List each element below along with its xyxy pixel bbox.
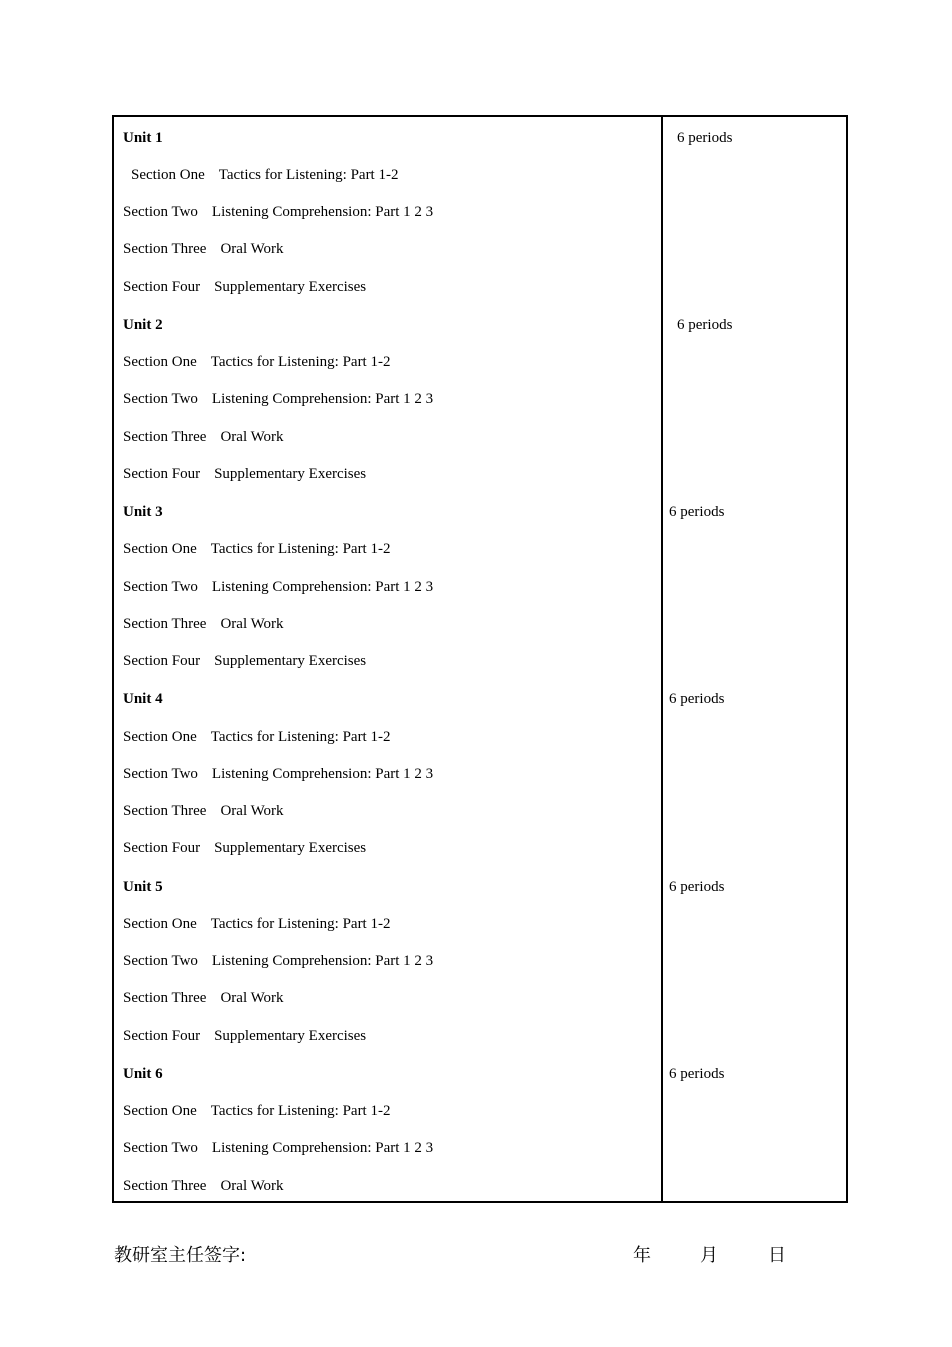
- unit-4-section-1: [123, 725, 390, 749]
- unit-3-section-3: [123, 612, 284, 636]
- unit-6-title: Unit 6: [123, 1066, 163, 1082]
- unit-5-section-2: [123, 949, 433, 973]
- unit-6-section-3: [123, 1174, 284, 1198]
- section-topic: Supplementary Exercises: [214, 466, 367, 482]
- section-name: Section Two: [123, 391, 198, 407]
- section-name: Section Four: [123, 279, 201, 295]
- column-divider: [661, 117, 663, 1201]
- unit-3-section-2: [123, 575, 433, 599]
- section-topic: Listening Comprehension: Part 1 2 3: [211, 953, 434, 969]
- section-name: Section Two: [123, 1140, 198, 1156]
- section-name: Section Four: [123, 653, 201, 669]
- day-label: 日: [768, 1245, 786, 1266]
- unit-6-section-1: [123, 1099, 390, 1123]
- unit-4-section-3: [123, 799, 284, 823]
- unit-2-section-1: [123, 350, 390, 374]
- unit-5-section-1: [123, 912, 390, 936]
- section-name: Section Four: [123, 1028, 201, 1044]
- unit-3-section-1: [123, 537, 390, 561]
- section-name: Section Four: [123, 840, 201, 856]
- section-topic: Oral Work: [220, 616, 284, 632]
- section-name: Section One: [123, 729, 197, 745]
- section-name: Section One: [123, 541, 197, 557]
- section-topic: Listening Comprehension: Part 1 2 3: [211, 766, 434, 782]
- unit-1-section-2: [123, 200, 433, 224]
- unit-2-section-4: [123, 462, 366, 486]
- unit-4-section-2: [123, 762, 433, 786]
- section-name: Section One: [123, 1103, 197, 1119]
- year-label: 年: [633, 1245, 651, 1266]
- unit-3-periods: 6 periods: [669, 504, 725, 520]
- unit-3-section-4: [123, 649, 366, 673]
- course-schedule-table: [112, 115, 848, 1203]
- unit-6-section-2: [123, 1136, 433, 1160]
- section-topic: Tactics for Listening: Part 1-2: [210, 916, 391, 932]
- section-name: Section Three: [123, 990, 207, 1006]
- section-name: Section One: [123, 916, 197, 932]
- month-label: 月: [700, 1245, 718, 1266]
- section-topic: Tactics for Listening: Part 1-2: [210, 729, 391, 745]
- section-name: Section Two: [123, 204, 198, 220]
- section-topic: Tactics for Listening: Part 1-2: [218, 167, 399, 183]
- unit-6-periods: 6 periods: [669, 1066, 725, 1082]
- unit-4-section-4: [123, 836, 366, 860]
- section-name: Section Three: [123, 1178, 207, 1194]
- unit-4-periods: 6 periods: [669, 691, 725, 707]
- unit-5-periods: 6 periods: [669, 879, 725, 895]
- section-topic: Supplementary Exercises: [214, 279, 367, 295]
- section-name: Section Four: [123, 466, 201, 482]
- section-topic: Supplementary Exercises: [214, 653, 367, 669]
- unit-2-periods: 6 periods: [677, 317, 733, 333]
- section-topic: Oral Work: [220, 429, 284, 445]
- section-name: Section Three: [123, 803, 207, 819]
- section-topic: Oral Work: [220, 241, 284, 257]
- unit-1-section-1: [131, 163, 398, 187]
- section-topic: Supplementary Exercises: [214, 840, 367, 856]
- section-name: Section Three: [123, 616, 207, 632]
- unit-5-section-3: [123, 986, 284, 1010]
- section-topic: Listening Comprehension: Part 1 2 3: [211, 204, 434, 220]
- section-topic: Oral Work: [220, 990, 284, 1006]
- section-topic: Tactics for Listening: Part 1-2: [210, 1103, 391, 1119]
- section-name: Section Three: [123, 429, 207, 445]
- section-topic: Tactics for Listening: Part 1-2: [210, 354, 391, 370]
- unit-1-periods: 6 periods: [677, 130, 733, 146]
- section-topic: Tactics for Listening: Part 1-2: [210, 541, 391, 557]
- section-topic: Listening Comprehension: Part 1 2 3: [211, 1140, 434, 1156]
- section-name: Section One: [123, 354, 197, 370]
- section-name: Section Three: [123, 241, 207, 257]
- unit-1-section-3: [123, 237, 284, 261]
- unit-2-section-2: [123, 387, 433, 411]
- section-topic: Oral Work: [220, 803, 284, 819]
- unit-1-title: Unit 1: [123, 130, 163, 146]
- unit-3-title: Unit 3: [123, 504, 163, 520]
- section-topic: Listening Comprehension: Part 1 2 3: [211, 579, 434, 595]
- unit-2-section-3: [123, 425, 284, 449]
- section-topic: Oral Work: [220, 1178, 284, 1194]
- section-topic: Supplementary Exercises: [214, 1028, 367, 1044]
- unit-5-title: Unit 5: [123, 879, 163, 895]
- section-name: Section Two: [123, 953, 198, 969]
- unit-2-title: Unit 2: [123, 317, 163, 333]
- section-topic: Listening Comprehension: Part 1 2 3: [211, 391, 434, 407]
- unit-5-section-4: [123, 1024, 366, 1048]
- signature-label: 教研室主任签字:: [114, 1245, 247, 1266]
- section-name: Section Two: [123, 766, 198, 782]
- unit-1-section-4: [123, 275, 366, 299]
- section-name: Section Two: [123, 579, 198, 595]
- section-name: Section One: [131, 167, 205, 183]
- unit-4-title: Unit 4: [123, 691, 163, 707]
